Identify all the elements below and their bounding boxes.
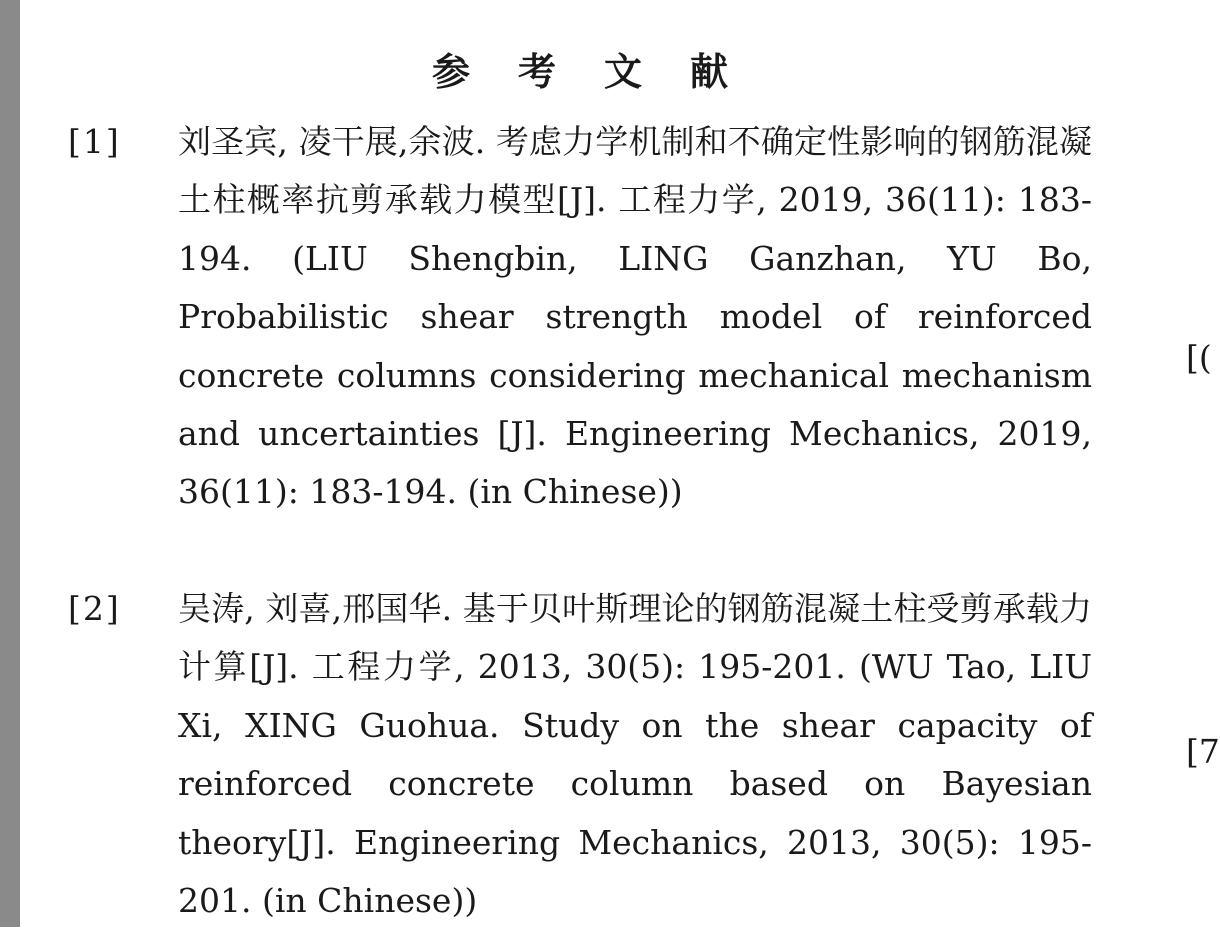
next-column-fragment: [( bbox=[1186, 338, 1212, 377]
reference-text: 吴涛, 刘喜,邢国华. 基于贝叶斯理论的钢筋混凝土柱受剪承载力计算[J]. 工程力学, 2013, 30(5): 195-201. (WU Tao, LIU Xi, XING Guohua. Study on the shear capacity of reinforced concrete column based on Bayesian theory[J]. Engineering Mechanics, 2013, 30(5): 195-201. (in Chinese)) bbox=[178, 589, 1092, 921]
page-gutter bbox=[0, 0, 20, 927]
next-column-fragment: [7 bbox=[1186, 732, 1220, 771]
reference-text: 刘圣宾, 凌干展,余波. 考虑力学机制和不确定性影响的钢筋混凝土柱概率抗剪承载力模型[J]. 工程力学, 2019, 36(11): 183-194. (LIU Shengbin, LING Ganzhan, YU Bo, Probabilistic shear strength model of reinforced concrete columns considering mechanical mechanism and uncertainties [J]. Engineering Mechanics, 2019, 36(11): 183-194. (in Chinese)) bbox=[178, 122, 1092, 512]
section-title: 参考文献 bbox=[431, 49, 776, 94]
reference-number: [1] bbox=[68, 122, 121, 161]
reference-number: [2] bbox=[68, 589, 121, 628]
